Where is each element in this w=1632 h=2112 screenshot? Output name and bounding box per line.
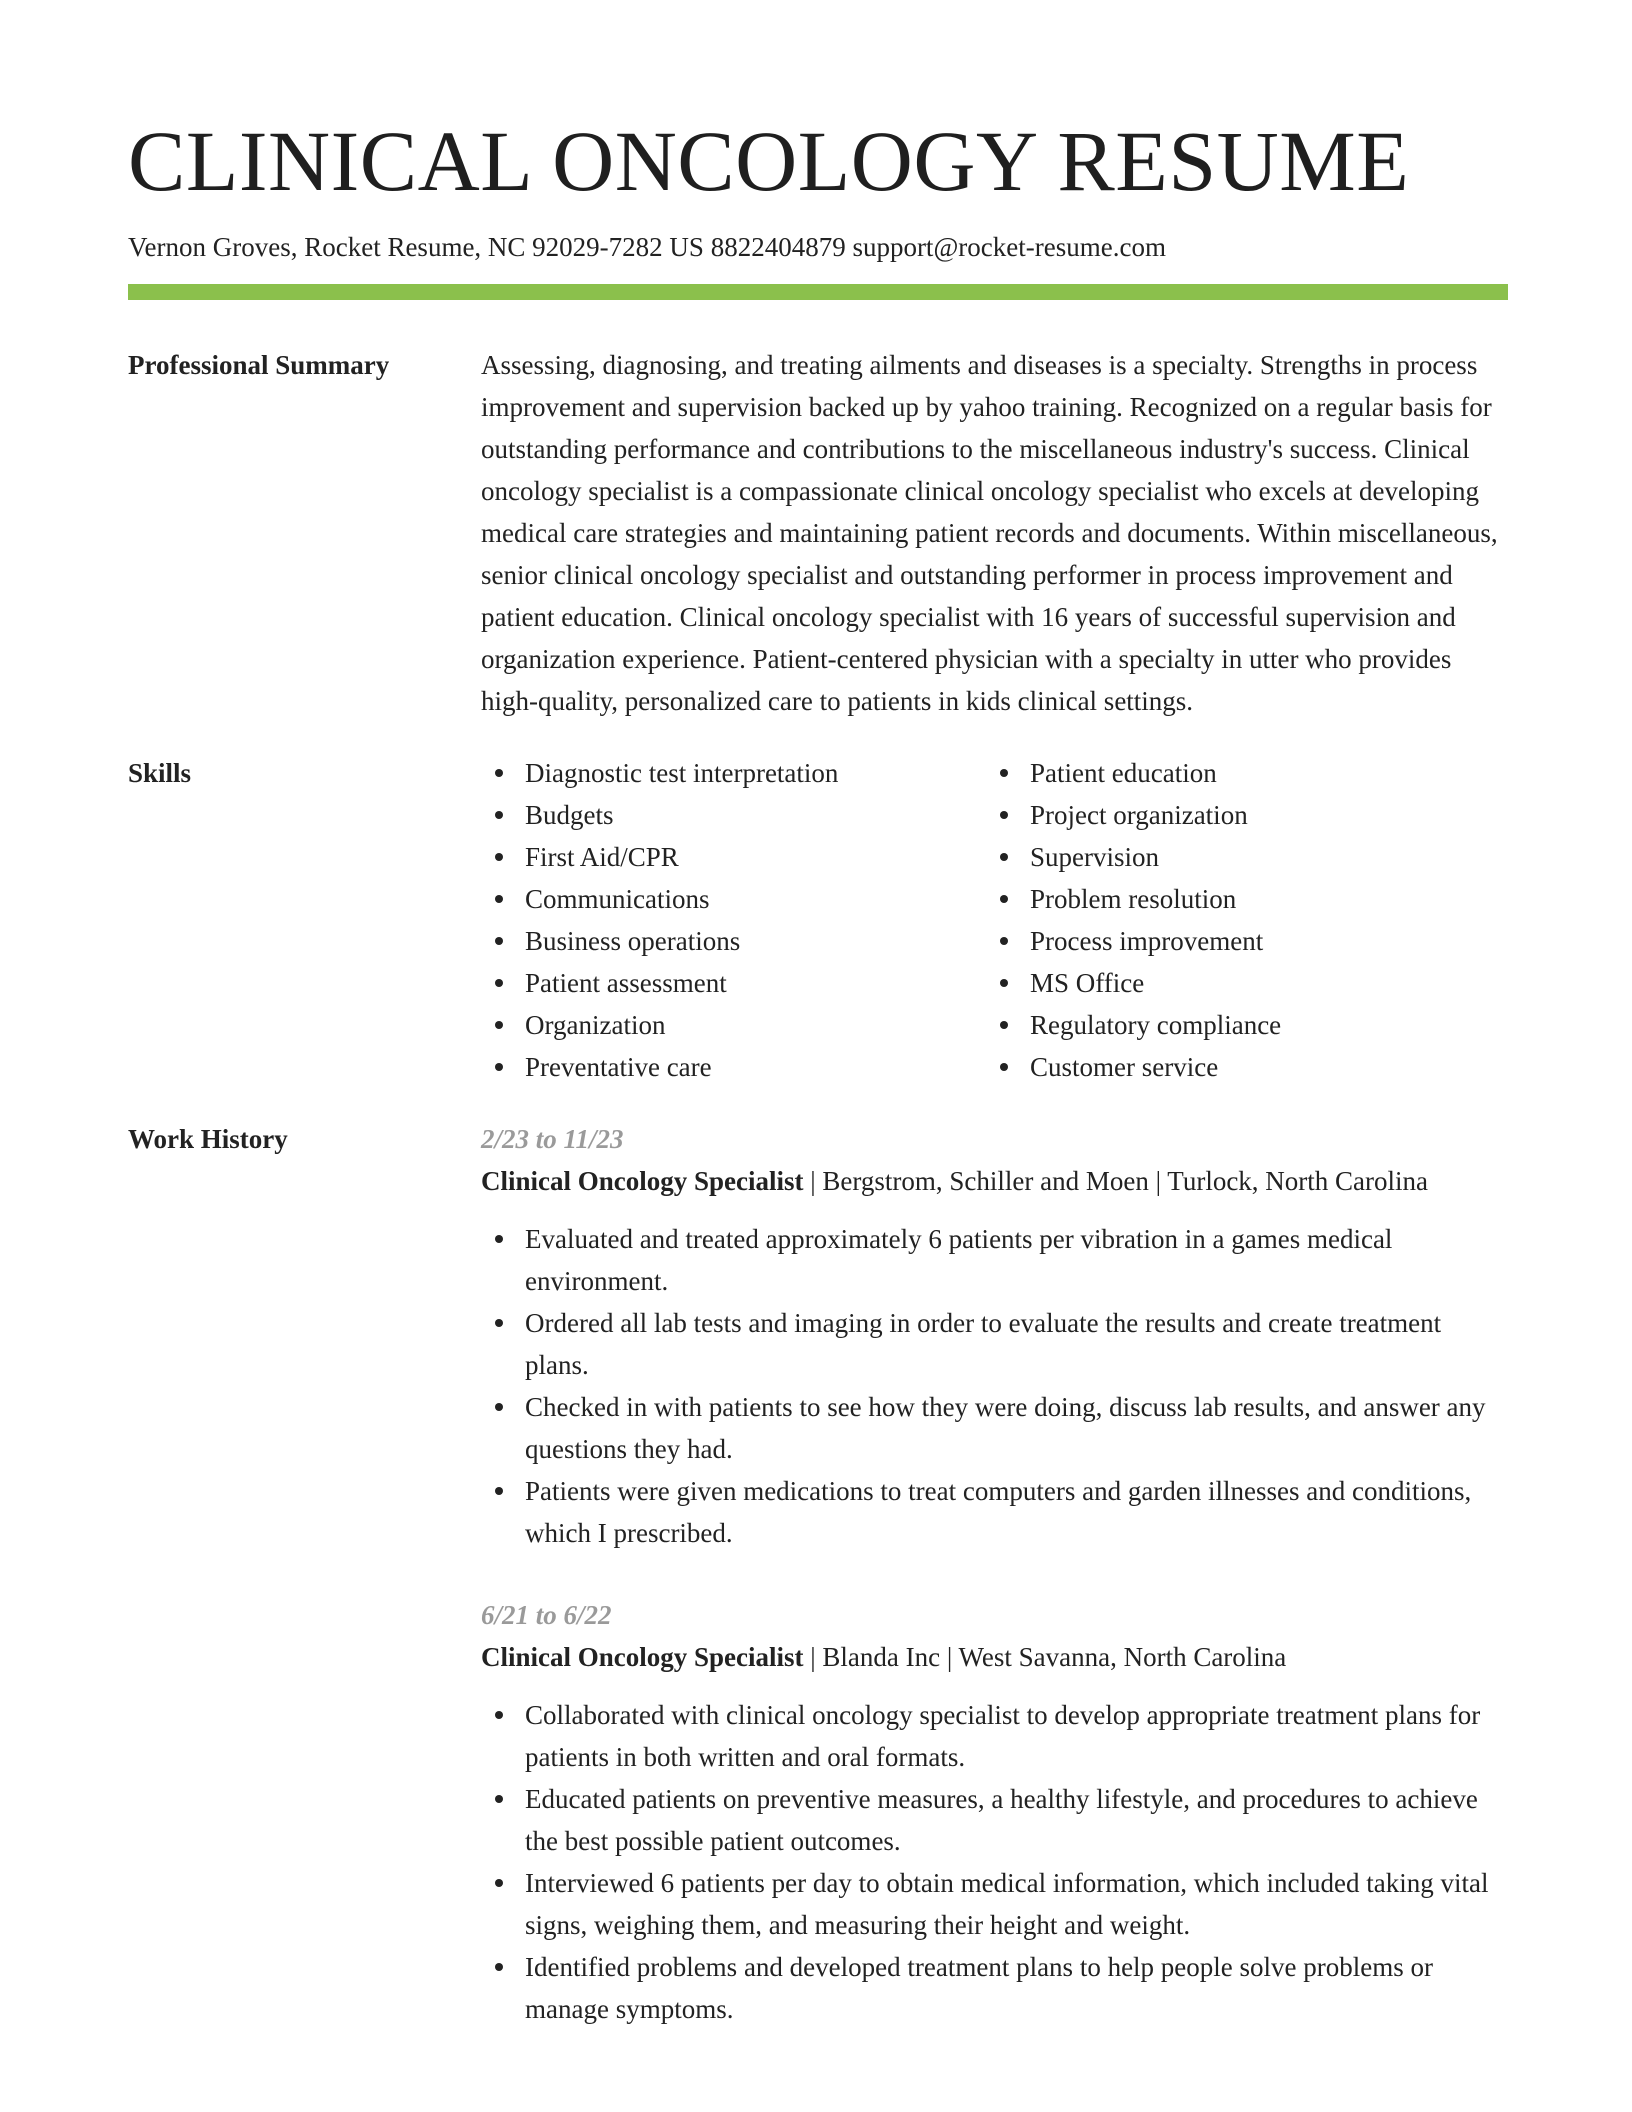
skill-item: Preventative care: [481, 1046, 986, 1088]
duty-item: Ordered all lab tests and imaging in order to evaluate the results and create treatment plans.: [481, 1302, 1508, 1386]
job-dates: 2/23 to 11/23: [481, 1124, 624, 1154]
duty-item: Identified problems and developed treatment plans to help people solve problems or manage symptoms.: [481, 1946, 1508, 2030]
skill-item: Patient assessment: [481, 962, 986, 1004]
job-details: | Blanda Inc | West Savanna, North Carolina: [803, 1642, 1287, 1672]
summary-label: Professional Summary: [128, 350, 390, 380]
skill-item: Supervision: [986, 836, 1491, 878]
skill-item: Regulatory compliance: [986, 1004, 1491, 1046]
duty-item: Interviewed 6 patients per day to obtain medical information, which included taking vital signs, weighing them, and measuring their height and weight.: [481, 1862, 1508, 1946]
summary-text: Assessing, diagnosing, and treating ailments and diseases is a specialty. Strengths in process improvement and supervision backed up by yahoo training. Recognized on a regular basis for outstanding performance and contributions to the miscellaneous industry's success. Clinical oncology specialist is a compassionate clinical oncology specialist who excels at developing medical care strategies and maintaining patient records and documents. Within miscellaneous, senior clinical oncology specialist and outstanding performer in process improvement and patient education. Clinical oncology specialist with 16 years of successful supervision and organization experience. Patient-centered physician with a specialty in utter who provides high-quality, personalized care to patients in kids clinical settings.: [481, 350, 1498, 716]
skill-item: Process improvement: [986, 920, 1491, 962]
job-heading: [481, 1160, 1508, 1202]
skill-item: Organization: [481, 1004, 986, 1046]
skills-list-right: [986, 752, 1491, 1088]
skill-item: Problem resolution: [986, 878, 1491, 920]
skill-item: Budgets: [481, 794, 986, 836]
skills-label: Skills: [128, 758, 192, 788]
duty-item: Educated patients on preventive measures, a healthy lifestyle, and procedures to achieve the best possible patient outcomes.: [481, 1778, 1508, 1862]
skills-list-left: [481, 752, 986, 1088]
job-entry: [481, 1594, 1508, 2030]
skill-item: First Aid/CPR: [481, 836, 986, 878]
contact-line: Vernon Groves, Rocket Resume, NC 92029-7282 US 8822404879 support@rocket-resume.com: [128, 232, 1166, 262]
work-history-section: [128, 1118, 1508, 2030]
skill-item: Diagnostic test interpretation: [481, 752, 986, 794]
work-history-label: Work History: [128, 1124, 288, 1154]
job-entry: [481, 1118, 1508, 1554]
resume-title: CLINICAL ONCOLOGY RESUME: [128, 113, 1410, 209]
resume-page: [128, 113, 1508, 2030]
skill-item: Business operations: [481, 920, 986, 962]
skill-item: MS Office: [986, 962, 1491, 1004]
skill-item: Project organization: [986, 794, 1491, 836]
skill-item: Communications: [481, 878, 986, 920]
job-duties: [481, 1694, 1508, 2030]
job-title: Clinical Oncology Specialist: [481, 1642, 804, 1672]
job-heading: [481, 1636, 1508, 1678]
skill-item: Customer service: [986, 1046, 1491, 1088]
summary-section: [128, 344, 1508, 722]
job-duties: [481, 1218, 1508, 1554]
duty-item: Patients were given medications to treat computers and garden illnesses and conditions, which I prescribed.: [481, 1470, 1508, 1554]
duty-item: Collaborated with clinical oncology specialist to develop appropriate treatment plans for patients in both written and oral formats.: [481, 1694, 1508, 1778]
duty-item: Checked in with patients to see how they were doing, discuss lab results, and answer any questions they had.: [481, 1386, 1508, 1470]
accent-divider: [128, 284, 1508, 300]
job-dates: 6/21 to 6/22: [481, 1600, 612, 1630]
skills-section: [128, 752, 1508, 1088]
skill-item: Patient education: [986, 752, 1491, 794]
job-title: Clinical Oncology Specialist: [481, 1166, 804, 1196]
job-details: | Bergstrom, Schiller and Moen | Turlock, North Carolina: [803, 1166, 1429, 1196]
duty-item: Evaluated and treated approximately 6 patients per vibration in a games medical environment.: [481, 1218, 1508, 1302]
